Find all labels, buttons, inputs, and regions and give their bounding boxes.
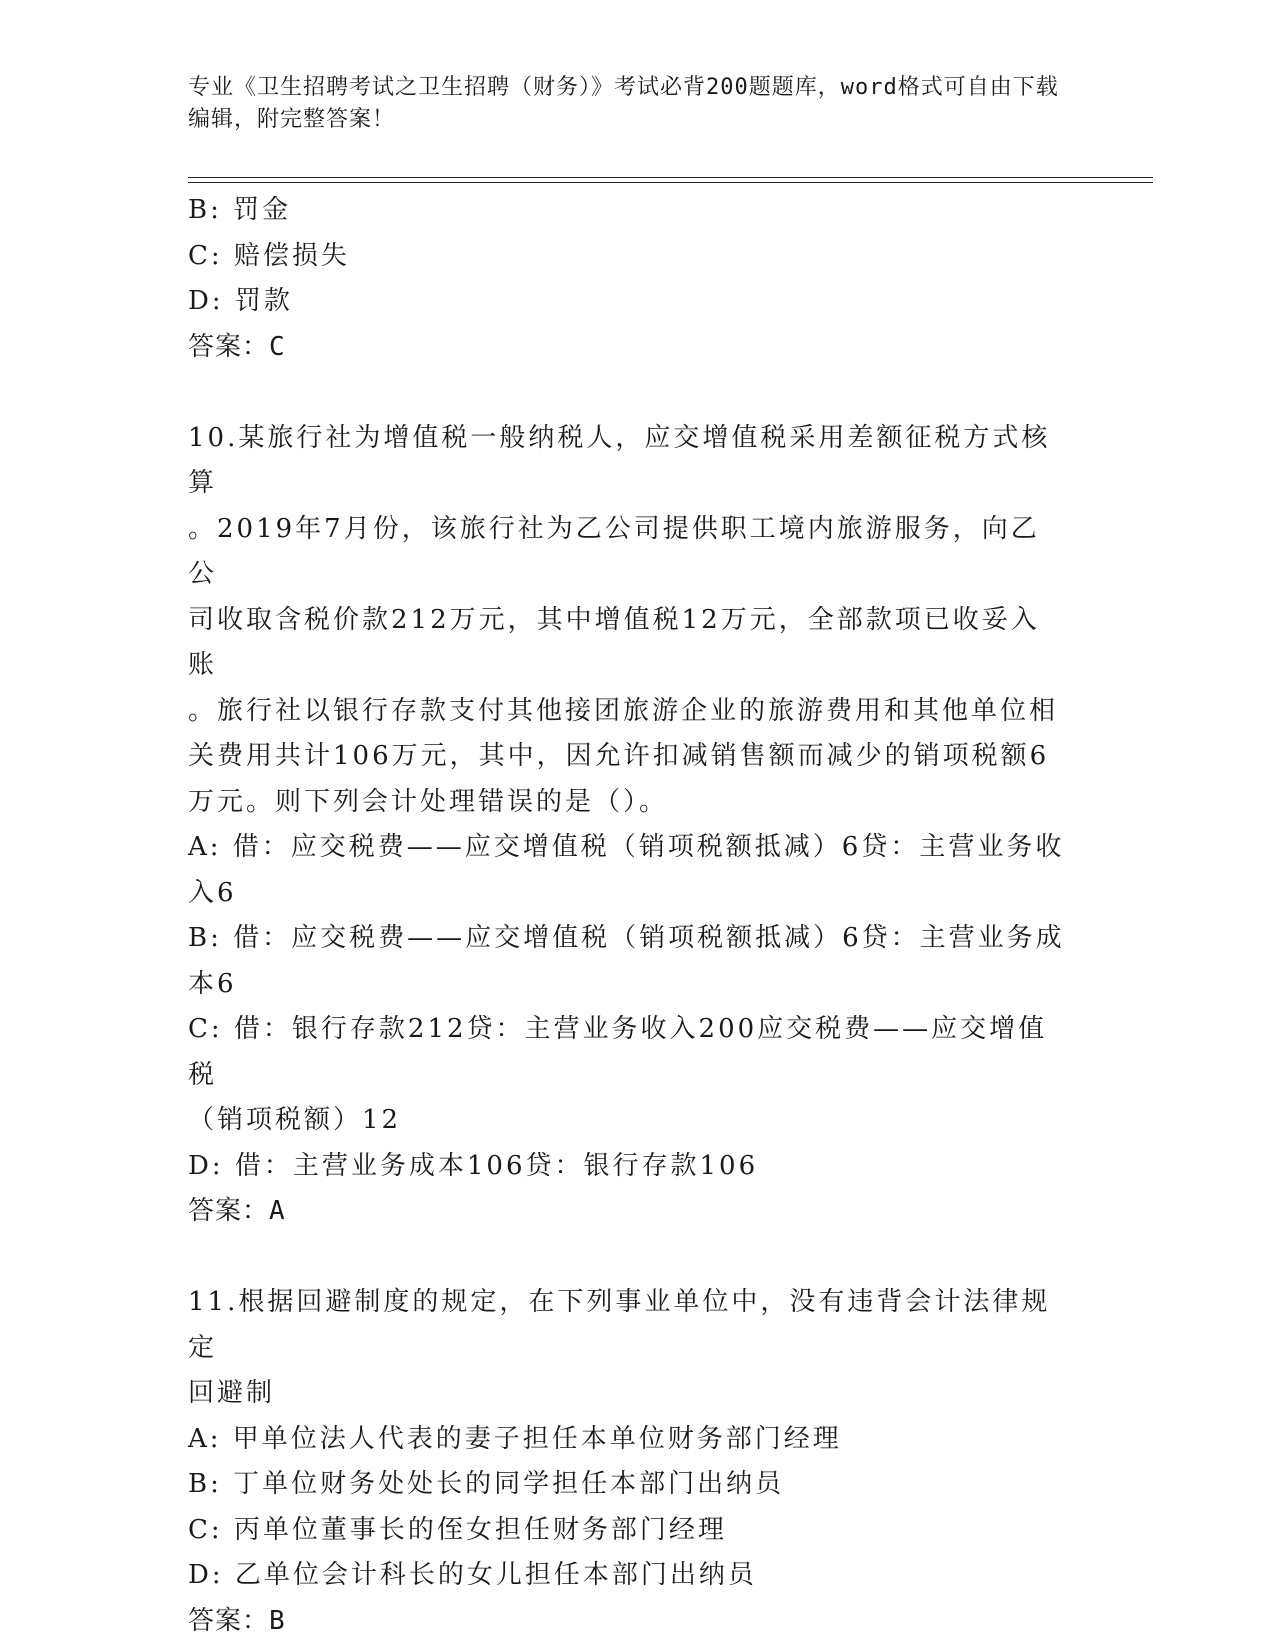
option-b: B: 丁单位财务处处长的同学担任本部门出纳员 [188,1469,785,1499]
option-b: B: 罚金 [188,195,292,225]
option-b: B: 借：应交税费——应交增值税（销项税额抵减）6贷：主营业务成 [188,923,1065,953]
spacer [188,1235,1068,1281]
question-text-line: 关费用共计106万元，其中，因允许扣减销售额而减少的销项税额6 [188,741,1050,771]
option-d: D: 借：主营业务成本106贷：银行存款106 [188,1150,759,1181]
option-a: A: 甲单位法人代表的妻子担任本单位财务部门经理 [188,1423,842,1454]
answer-label: 答案： [188,1605,270,1636]
answer-line [188,1599,1068,1645]
option-c-cont: （销项税额）12 [188,1105,402,1135]
question-text-line: 。2019年7月份，该旅行社为乙公司提供职工境内旅游服务，向乙公 [188,513,1040,589]
question-9-continuation [188,188,1068,370]
question-text-line: 。旅行社以银行存款支付其他接团旅游企业的旅游费用和其他单位相 [188,695,1059,726]
option-c: C: 赔偿损失 [188,240,350,271]
question-text-line: 万元。则下列会计处理错误的是（）。 [188,786,669,817]
spacer [188,370,1068,416]
answer-label: 答案： [188,1196,270,1226]
question-text-line: 司收取含税价款212万元，其中增值税12万元，全部款项已收妥入账 [188,604,1040,680]
option-a-cont: 入6 [188,877,237,908]
question-11 [188,1280,1068,1644]
question-text-line: 10.某旅行社为增值税一般纳税人，应交增值税采用差额征税方式核算 [188,422,1051,498]
option-a: A: 借：应交税费——应交增值税（销项税额抵减）6贷：主营业务收 [188,832,1065,862]
question-text-line: 回避制 [188,1378,276,1408]
answer-line [188,325,1068,371]
option-d: D: 乙单位会计科长的女儿担任本部门出纳员 [188,1560,757,1590]
answer-line [188,1189,1068,1235]
answer-label: 答案： [188,331,270,362]
document-header: 专业《卫生招聘考试之卫生招聘（财务）》考试必背200题题库，word格式可自由下载编辑，附完整答案！ [188,75,1059,132]
answer-value: A [269,1196,286,1226]
header-rule-bottom [188,182,1153,183]
answer-value: B [269,1605,286,1636]
question-10 [188,416,1068,1235]
header-rule-top [188,177,1153,178]
answer-value: C [269,331,286,362]
document-body [188,188,1068,1644]
option-b-cont: 本6 [188,968,237,999]
option-c: C: 借：银行存款212贷：主营业务收入200应交税费——应交增值税 [188,1014,1048,1090]
option-c: C: 丙单位董事长的侄女担任财务部门经理 [188,1514,727,1545]
option-d: D: 罚款 [188,286,293,316]
question-text-line: 11.根据回避制度的规定，在下列事业单位中，没有违背会计法律规定 [188,1287,1051,1363]
